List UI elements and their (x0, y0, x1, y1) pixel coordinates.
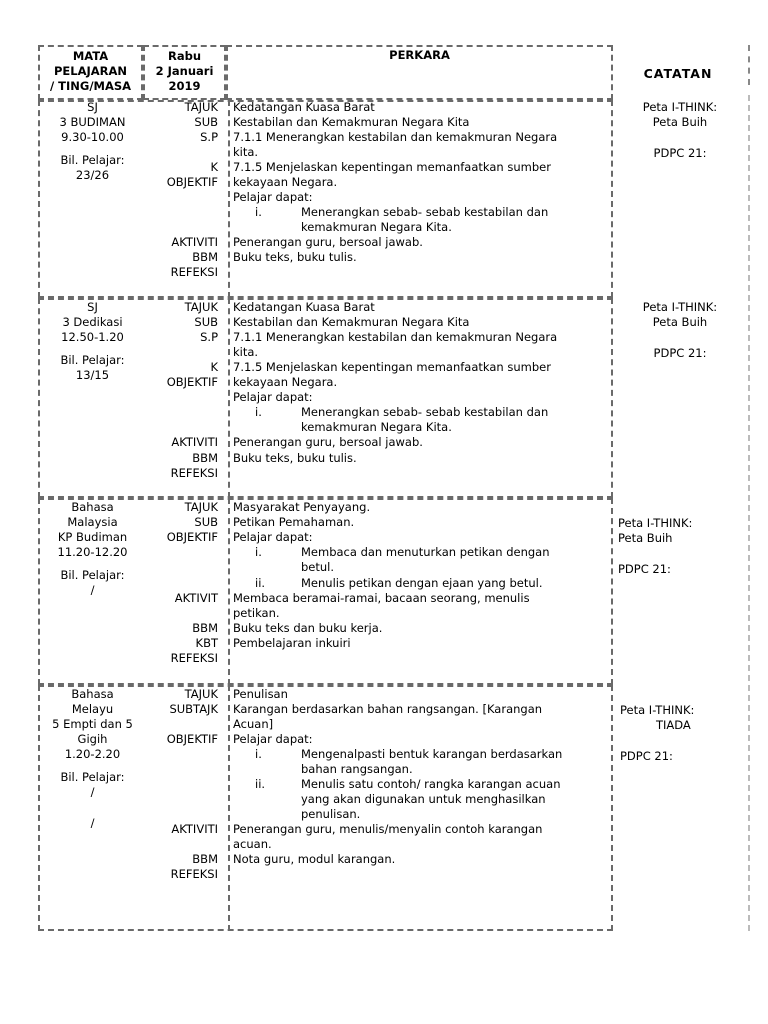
page-edge-bottom (748, 95, 750, 931)
header-mata: MATA PELAJARAN / TING/MASA (49, 49, 132, 93)
row4-catatan: Peta I-THINK: TIADA PDPC 21: (620, 703, 695, 763)
row3-catatan: Peta I-THINK: Peta Buih PDPC 21: (618, 516, 693, 576)
row1-catatan: Peta I-THINK: Peta Buih PDPC 21: (642, 100, 718, 160)
row1-divider (228, 100, 230, 298)
row3-left: Bahasa Malaysia KP Budiman 11.20-12.20 Bil. Pelajar: / (57, 500, 128, 597)
row2-catatan: Peta I-THINK: Peta Buih PDPC 21: (642, 300, 718, 360)
row3-divider (228, 498, 230, 685)
header-catatan: CATATAN (643, 66, 713, 81)
page-edge-top (748, 45, 750, 85)
row4-divider (228, 685, 230, 931)
row2-divider (228, 298, 230, 498)
row1-left: SJ 3 BUDIMAN 9.30-10.00 Bil. Pelajar: 23/26 (59, 100, 126, 182)
row2-left: SJ 3 Dedikasi 12.50-1.20 Bil. Pelajar: 13/15 (60, 300, 125, 382)
header-perkara: PERKARA (389, 48, 450, 62)
header-date: Rabu 2 Januari 2019 (155, 49, 214, 93)
row4-left: Bahasa Melayu 5 Empti dan 5 Gigih 1.20-2.20 Bil. Pelajar: / / (52, 687, 133, 830)
